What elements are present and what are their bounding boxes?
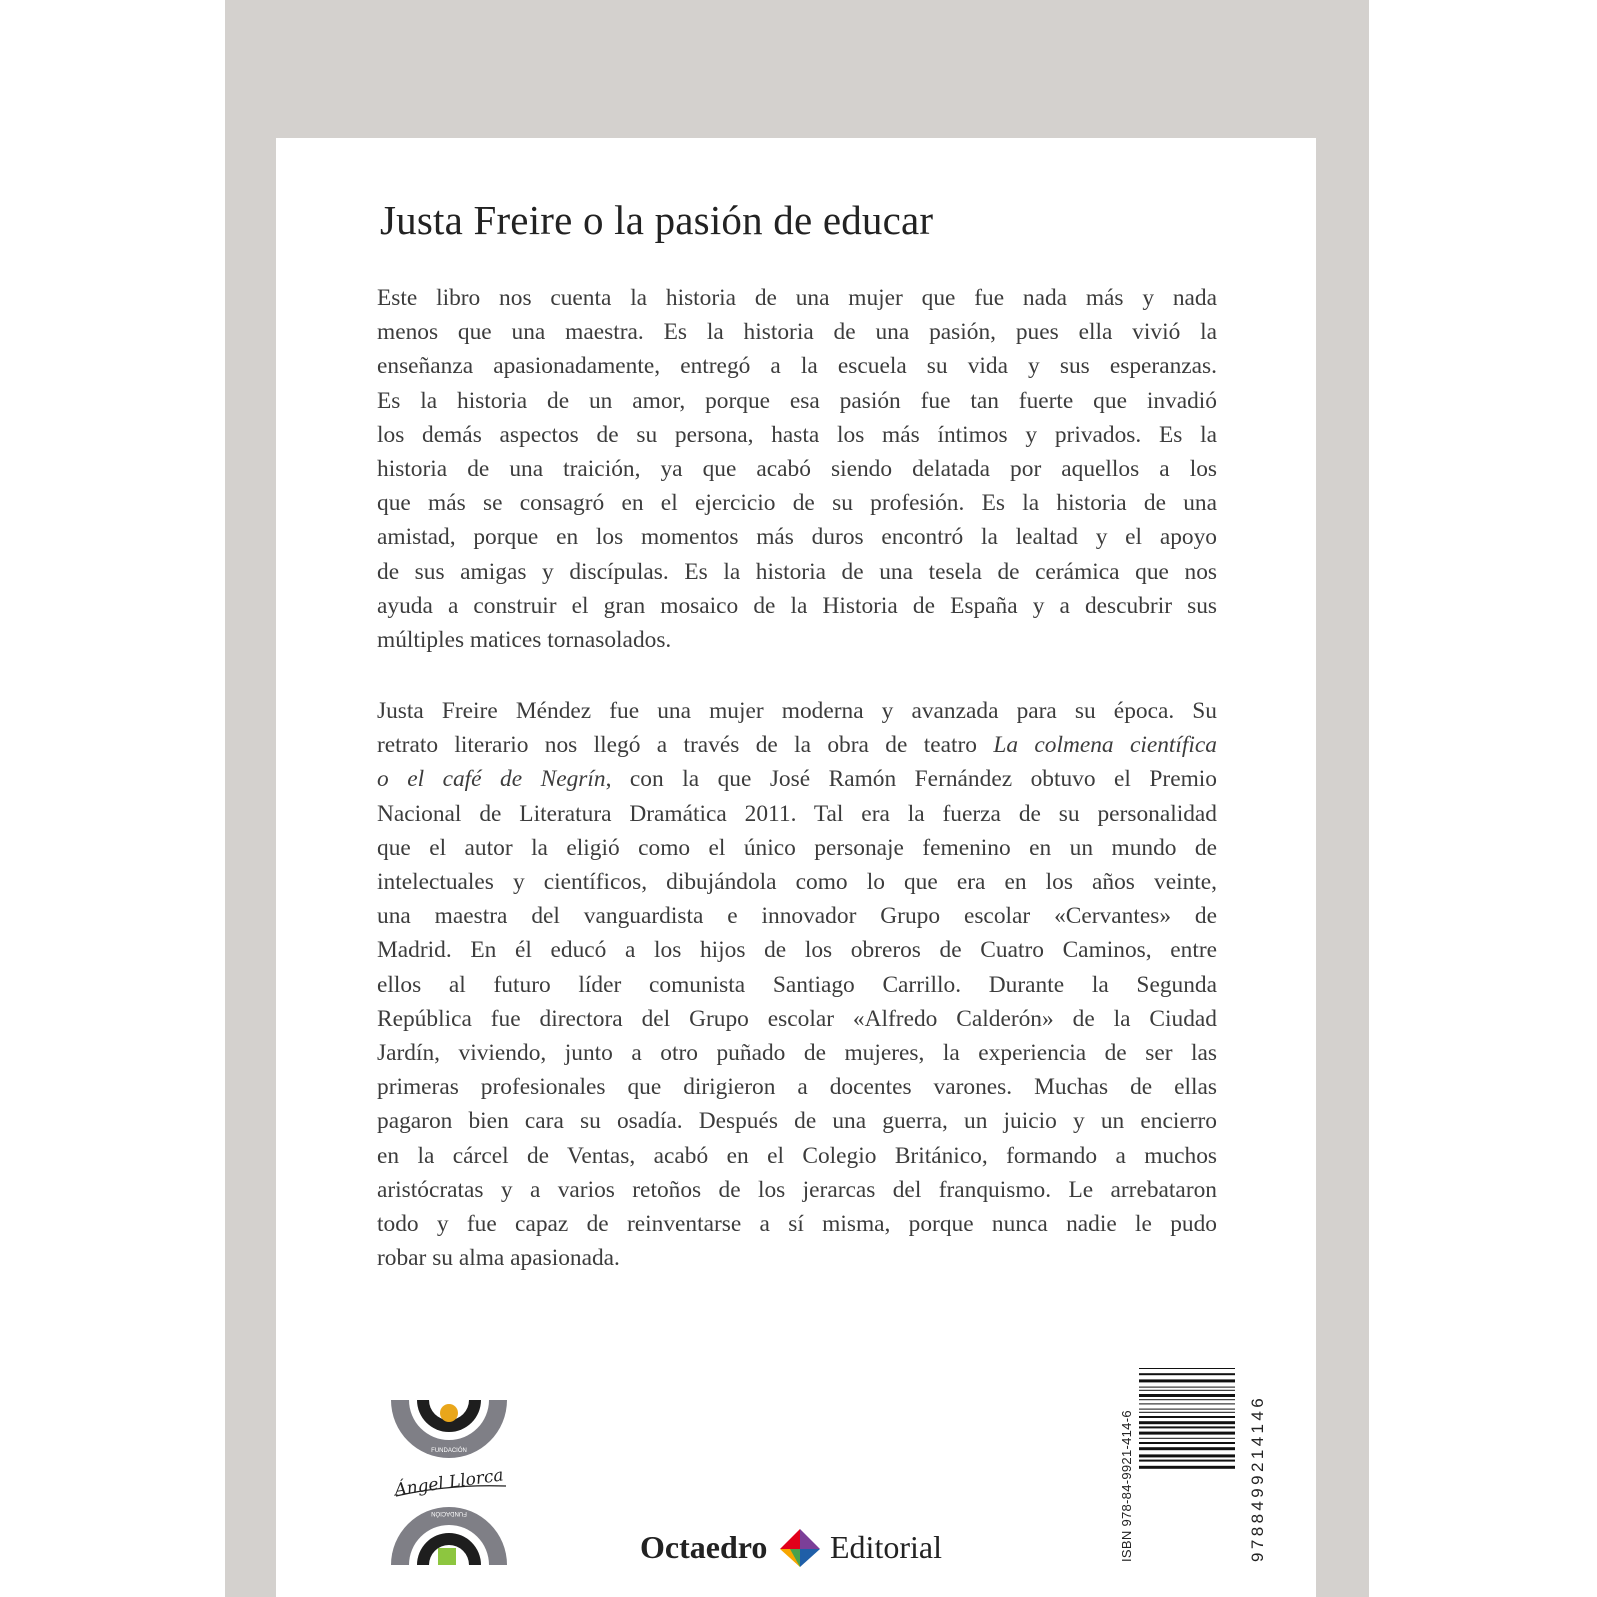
barcode-bar bbox=[1139, 1466, 1235, 1469]
barcode-bar bbox=[1139, 1368, 1235, 1369]
barcode-bar bbox=[1139, 1438, 1235, 1439]
barcode-bar bbox=[1139, 1412, 1235, 1413]
paragraph-line: historia de una traición, ya que acabó siendo delatada por aquellos a los bbox=[377, 456, 1217, 483]
barcode-bar bbox=[1139, 1399, 1235, 1400]
paragraph-line: de sus amigas y discípulas. Es la historia de una tesela de cerámica que nos bbox=[377, 558, 1217, 585]
paragraph-line: múltiples matices tornasolados. bbox=[377, 627, 672, 654]
synopsis-paragraph-1 bbox=[377, 281, 1217, 657]
barcode-bar bbox=[1139, 1403, 1235, 1404]
barcode-bar bbox=[1139, 1426, 1235, 1428]
paragraph-line: pagaron bien cara su osadía. Después de una guerra, un juicio y un encierro bbox=[377, 1108, 1217, 1135]
barcode-bar bbox=[1139, 1421, 1235, 1424]
barcode-bar bbox=[1139, 1379, 1235, 1382]
foundation-emblem-icon bbox=[388, 1400, 510, 1565]
ean-digits: 9788499214146 bbox=[1248, 1394, 1267, 1562]
paragraph-line: una maestra del vanguardista e innovador Grupo escolar «Cervantes» de bbox=[377, 903, 1217, 930]
paragraph-line: aristócratas y a varios retoños de los jerarcas del franquismo. Le arrebataron bbox=[377, 1176, 1217, 1203]
barcode-bar bbox=[1139, 1373, 1235, 1375]
paragraph-line: Madrid. En él educó a los hijos de los obreros de Cuatro Caminos, entre bbox=[377, 937, 1217, 964]
barcode-bar bbox=[1139, 1390, 1235, 1391]
paragraph-line: ellos al futuro líder comunista Santiago Carrillo. Durante la Segunda bbox=[377, 971, 1217, 998]
barcode-bar bbox=[1139, 1394, 1235, 1397]
book-title: Justa Freire o la pasión de educar bbox=[380, 197, 934, 243]
paragraph-line: que el autor la eligió como el único personaje femenino en un mundo de bbox=[377, 834, 1217, 861]
paragraph-line: Nacional de Literatura Dramática 2011. Tal era la fuerza de su personalidad bbox=[377, 800, 1217, 827]
barcode-bar bbox=[1139, 1454, 1235, 1457]
paragraph-line: República fue directora del Grupo escolar «Alfredo Calderón» de la Ciudad bbox=[377, 1005, 1217, 1032]
synopsis-paragraph-2 bbox=[377, 694, 1217, 1275]
svg-text:FUNDACIÓN: FUNDACIÓN bbox=[431, 1510, 467, 1516]
line-text: retrato literario nos llegó a través de la obra de teatro bbox=[377, 732, 994, 759]
paragraph-line: Jardín, viviendo, junto a otro puñado de mujeres, la experiencia de ser las bbox=[377, 1040, 1217, 1067]
paragraph-line: Justa Freire Méndez fue una mujer moderna y avanzada para su época. Su bbox=[377, 698, 1217, 724]
paragraph-line: en la cárcel de Ventas, acabó en el Colegio Británico, formando a muchos bbox=[377, 1142, 1217, 1169]
barcode-bar bbox=[1139, 1416, 1235, 1418]
paragraph-line: robar su alma apasionada. bbox=[377, 1245, 620, 1272]
barcode-bar bbox=[1139, 1409, 1235, 1410]
paragraph-line: todo y fue capaz de reinventarse a sí misma, porque nunca nadie le pudo bbox=[377, 1211, 1217, 1238]
paragraph-line: Es la historia de un amor, porque esa pasión fue tan fuerte que invadió bbox=[377, 387, 1217, 414]
paragraph-line: intelectuales y científicos, dibujándola como lo que era en los años veinte, bbox=[377, 869, 1217, 896]
publisher-name-bold: Octaedro bbox=[640, 1529, 768, 1565]
octahedron-icon bbox=[778, 1527, 822, 1569]
barcode bbox=[1119, 1366, 1239, 1562]
paragraph-line: primeras profesionales que dirigieron a docentes varones. Muchas de ellas bbox=[377, 1074, 1217, 1101]
play-title-italic: o el café de Negrín bbox=[377, 766, 606, 793]
paragraph-line bbox=[377, 728, 1217, 762]
isbn-label: ISBN 978-84-9921-414-6 bbox=[1119, 1410, 1134, 1562]
svg-text:Ángel Llorca: Ángel Llorca bbox=[393, 1465, 505, 1501]
paragraph-line: enseñanza apasionadamente, entregó a la escuela su vida y sus esperanzas. bbox=[377, 353, 1217, 380]
paragraph-line: amistad, porque en los momentos más duros encontró la lealtad y el apoyo bbox=[377, 524, 1217, 551]
paragraph-line bbox=[377, 762, 1217, 796]
paragraph-line: menos que una maestra. Es la historia de una pasión, pues ella vivió la bbox=[377, 319, 1217, 346]
play-title-italic: La colmena científica bbox=[993, 732, 1217, 759]
barcode-bar bbox=[1139, 1432, 1235, 1435]
line-text: , con la que José Ramón Fernández obtuvo el Premio bbox=[605, 766, 1217, 793]
paragraph-line: Este libro nos cuenta la historia de una mujer que fue nada más y nada bbox=[377, 285, 1217, 311]
barcode-bar bbox=[1139, 1442, 1235, 1444]
paragraph-line: que más se consagró en el ejercicio de su profesión. Es la historia de una bbox=[377, 490, 1217, 517]
barcode-bar bbox=[1139, 1387, 1235, 1388]
paragraph-line: los demás aspectos de su persona, hasta los más íntimos y privados. Es la bbox=[377, 421, 1217, 448]
barcode-bar bbox=[1139, 1460, 1235, 1462]
fundacion-angel-llorca-logo bbox=[388, 1400, 510, 1565]
barcode-bar bbox=[1139, 1447, 1235, 1450]
paragraph-line: ayuda a construir el gran mosaico de la Historia de España y a descubrir sus bbox=[377, 592, 1217, 619]
svg-text:FUNDACIÓN: FUNDACIÓN bbox=[431, 1448, 467, 1454]
publisher-name-regular: Editorial bbox=[830, 1529, 942, 1565]
